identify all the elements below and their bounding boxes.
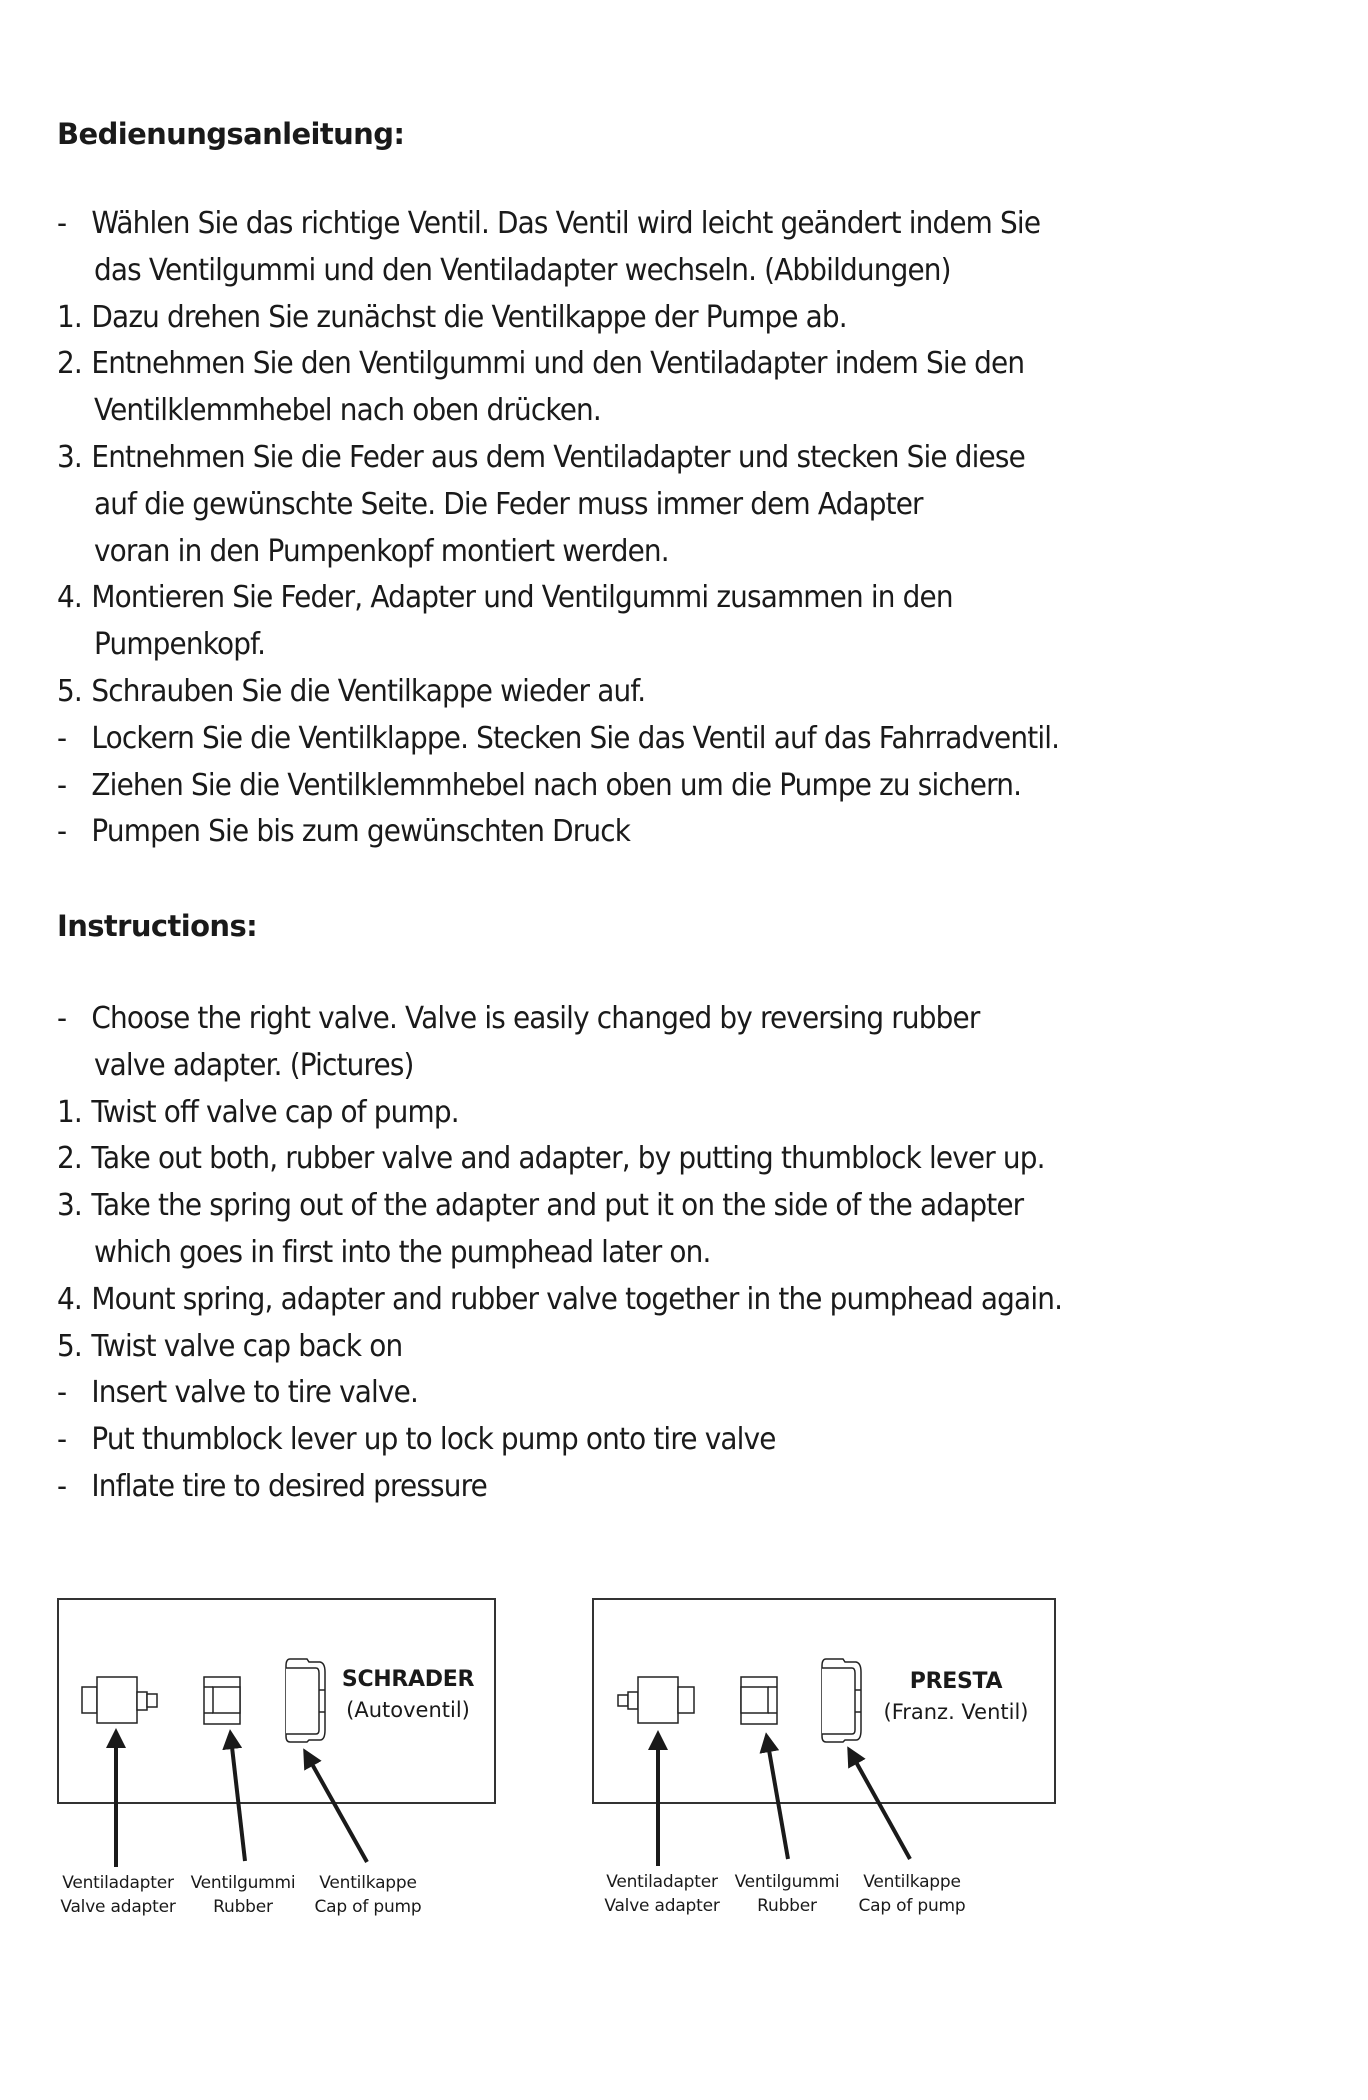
label-de: Ventilkappe <box>319 1873 417 1893</box>
pump-cap-icon <box>822 1659 861 1742</box>
german-heading: Bedienungsanleitung: <box>57 117 405 151</box>
line-text: Twist valve cap back on <box>91 1328 403 1364</box>
line-text: Pumpenkopf. <box>94 627 266 663</box>
list-marker: 2. <box>57 1141 82 1177</box>
line-text: Take out both, rubber valve and adapter, by putting thumblock lever up. <box>91 1141 1045 1177</box>
line-text: Schrauben Sie die Ventilkappe wieder auf. <box>91 674 646 709</box>
line-text: Take the spring out of the adapter and put it on the side of the adapter <box>91 1188 1024 1224</box>
line-text: Montieren Sie Feder, Adapter und Ventilgummi zusammen in den <box>91 580 953 616</box>
label-en: Rubber <box>213 1897 273 1917</box>
line-text: Pumpen Sie bis zum gewünschten Druck <box>91 814 631 850</box>
line-text: Inflate tire to desired pressure <box>91 1469 487 1504</box>
rubber-icon <box>741 1677 777 1724</box>
presta-title <box>884 1667 1029 1727</box>
presta-label-valve-adapter <box>604 1870 719 1918</box>
valve-subtitle: (Autoventil) <box>346 1698 470 1722</box>
line-text: Ventilklemmhebel nach oben drücken. <box>94 393 601 429</box>
list-marker: 5. <box>57 674 82 709</box>
schrader-diagram <box>58 1599 495 1867</box>
english-heading: Instructions: <box>57 909 258 943</box>
line-text: Put thumblock lever up to lock pump onto tire valve <box>91 1422 776 1458</box>
list-marker: 4. <box>57 1281 82 1317</box>
label-de: Ventilgummi <box>190 1873 296 1893</box>
schrader-label-rubber <box>191 1871 296 1919</box>
valve-name: SCHRADER <box>341 1667 475 1692</box>
list-marker: - <box>57 1001 67 1036</box>
line-text: Ziehen Sie die Ventilklemmhebel nach oben um die Pumpe zu sichern. <box>91 767 1022 803</box>
presta-diagram <box>593 1599 1055 1866</box>
label-de: Ventiladapter <box>606 1872 718 1892</box>
arrow-pump-cap <box>856 1762 910 1859</box>
label-en: Valve adapter <box>604 1896 720 1916</box>
list-marker: 2. <box>57 346 82 382</box>
list-marker: - <box>57 206 67 241</box>
label-en: Cap of pump <box>314 1897 422 1917</box>
arrow-pump-cap <box>312 1764 367 1862</box>
line-text: auf die gewünschte Seite. Die Feder muss immer dem Adapter <box>94 486 923 522</box>
list-marker: 5. <box>57 1328 82 1364</box>
rubber-icon <box>204 1677 240 1724</box>
list-marker: - <box>57 1469 67 1504</box>
valve-name: PRESTA <box>909 1669 1003 1694</box>
list-marker: 4. <box>57 580 82 616</box>
schrader-label-pump-cap <box>315 1871 422 1919</box>
presta-label-rubber <box>735 1870 840 1918</box>
line-text: das Ventilgummi und den Ventiladapter wechseln. (Abbildungen) <box>94 252 951 288</box>
label-en: Cap of pump <box>858 1896 966 1916</box>
list-marker: - <box>57 1422 67 1458</box>
line-text: Mount spring, adapter and rubber valve together in the pumphead again. <box>91 1281 1063 1317</box>
valve-adapter-icon <box>82 1677 157 1723</box>
schrader-label-valve-adapter <box>60 1871 175 1919</box>
line-text: Twist off valve cap of pump. <box>91 1094 459 1130</box>
valve-adapter-icon <box>618 1677 694 1723</box>
list-marker: 3. <box>57 1188 82 1224</box>
arrow-rubber <box>769 1750 788 1859</box>
list-marker: - <box>57 814 67 850</box>
label-en: Rubber <box>757 1896 817 1916</box>
label-de: Ventilgummi <box>734 1872 840 1892</box>
list-marker: 3. <box>57 440 82 475</box>
presta-label-pump-cap <box>859 1870 966 1918</box>
schrader-title <box>342 1665 474 1725</box>
list-marker: - <box>57 1375 67 1411</box>
line-text: valve adapter. (Pictures) <box>94 1047 414 1083</box>
line-text: Choose the right valve. Valve is easily changed by reversing rubber <box>91 1001 980 1036</box>
line-text: Insert valve to tire valve. <box>91 1375 418 1411</box>
label-de: Ventilkappe <box>863 1872 961 1892</box>
label-de: Ventiladapter <box>62 1873 174 1893</box>
label-en: Valve adapter <box>60 1897 176 1917</box>
list-marker: 1. <box>57 299 82 335</box>
line-text: Entnehmen Sie die Feder aus dem Ventiladapter und stecken Sie diese <box>91 440 1025 475</box>
line-text: which goes in first into the pumphead later on. <box>94 1235 711 1270</box>
line-text: voran in den Pumpenkopf montiert werden. <box>94 533 669 569</box>
line-text: Entnehmen Sie den Ventilgummi und den Ventiladapter indem Sie den <box>91 346 1025 382</box>
line-text: Dazu drehen Sie zunächst die Ventilkappe der Pumpe ab. <box>91 299 847 335</box>
list-marker: - <box>57 767 67 803</box>
line-text: Lockern Sie die Ventilklappe. Stecken Sie das Ventil auf das Fahrradventil. <box>91 720 1060 756</box>
valve-subtitle: (Franz. Ventil) <box>883 1700 1029 1724</box>
list-marker: 1. <box>57 1094 82 1130</box>
line-text: Wählen Sie das richtige Ventil. Das Ventil wird leicht geändert indem Sie <box>91 206 1041 241</box>
list-marker: - <box>57 720 67 756</box>
pump-cap-icon <box>286 1659 325 1742</box>
